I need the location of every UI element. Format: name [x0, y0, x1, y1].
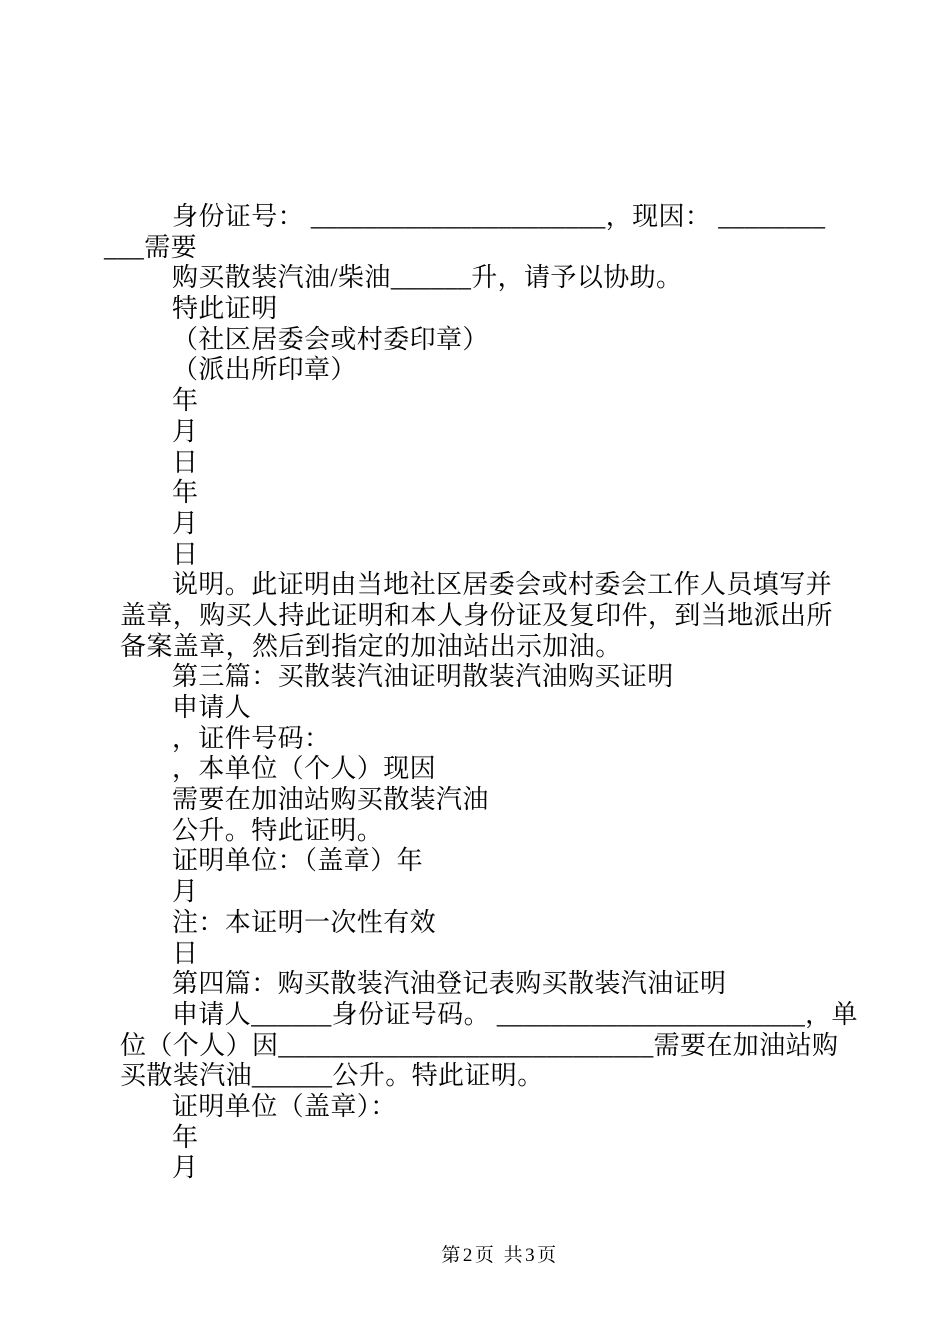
text-line: 申请人______身份证号码。 _______________________，单	[172, 999, 858, 1029]
text-line: （社区居委会或村委印章）	[172, 324, 489, 354]
text-line: 说明。此证明由当地社区居委会或村委会工作人员填写并	[172, 570, 833, 600]
text-line: 身份证号： ______________________，现因： ________	[172, 202, 826, 231]
document-body	[104, 202, 858, 1184]
text-line: 注：本证明一次性有效	[172, 907, 437, 937]
text-line: 月	[172, 508, 199, 538]
text-line: 购买散装汽油/柴油______升，请予以协助。	[172, 263, 683, 293]
text-line: 备案盖章，然后到指定的加油站出示加油。	[120, 631, 622, 661]
text-line: 特此证明	[172, 294, 278, 324]
text-line: 第三篇：买散装汽油证明散装汽油购买证明	[172, 662, 674, 692]
text-line: 公升。特此证明。	[172, 815, 384, 845]
page-number: 第2页 共3页	[441, 1245, 559, 1266]
text-line: 日	[172, 539, 199, 569]
text-line: 日	[172, 938, 199, 968]
text-line: 买散装汽油______公升。特此证明。	[120, 1061, 544, 1091]
page-footer	[0, 1240, 950, 1267]
text-line: （派出所印章）	[172, 355, 357, 385]
text-line: 年	[172, 386, 199, 416]
text-line: 月	[172, 877, 199, 907]
text-line: 月	[172, 1153, 199, 1183]
text-line: 位（个人）因____________________________需要在加油站购	[120, 1030, 839, 1060]
text-line: 盖章，购买人持此证明和本人身份证及复印件，到当地派出所	[120, 600, 833, 630]
text-line: 年	[172, 1122, 199, 1152]
text-line: 证明单位（盖章）：	[172, 1091, 397, 1121]
text-line: ，证件号码：	[172, 723, 331, 753]
text-line: 月	[172, 416, 199, 446]
text-line: 申请人	[172, 693, 252, 722]
text-line: 年	[172, 478, 199, 508]
text-line: 日	[172, 447, 199, 477]
text-line: ___需要	[104, 232, 198, 262]
text-line: 证明单位：（盖章）年	[172, 846, 424, 876]
text-line: ，本单位（个人）现因	[172, 754, 437, 784]
text-line: 需要在加油站购买散装汽油	[172, 785, 489, 815]
text-line: 第四篇：购买散装汽油登记表购买散装汽油证明	[172, 969, 727, 999]
